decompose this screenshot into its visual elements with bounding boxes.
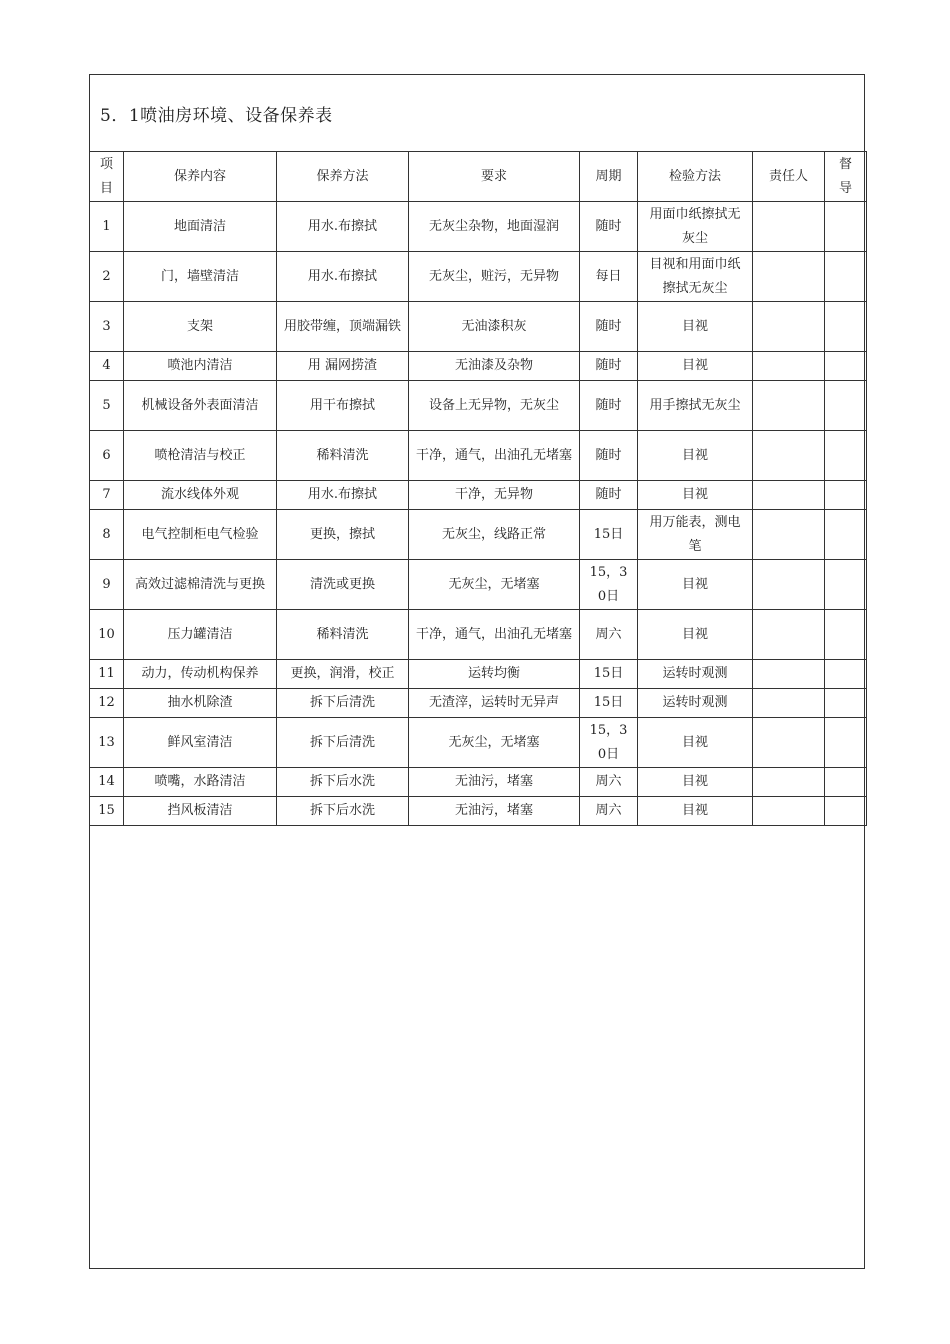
cell-no: 3 [90, 302, 124, 352]
cell-owner [753, 431, 825, 481]
cell-requirement: 无油污，堵塞 [409, 768, 580, 797]
cell-content: 喷枪清洁与校正 [124, 431, 277, 481]
header-cycle: 周期 [580, 152, 638, 202]
cell-content: 支架 [124, 302, 277, 352]
cell-content: 压力罐清洁 [124, 610, 277, 660]
header-supervisor: 督导 [825, 152, 867, 202]
cell-no: 11 [90, 660, 124, 689]
cell-requirement: 无油漆及杂物 [409, 352, 580, 381]
cell-no: 8 [90, 510, 124, 560]
table-row [90, 797, 867, 826]
cell-supervisor [825, 768, 867, 797]
cell-method: 拆下后清洗 [277, 718, 409, 768]
cell-method: 稀料清洗 [277, 431, 409, 481]
cell-requirement: 无油污，堵塞 [409, 797, 580, 826]
cell-check: 目视和用面巾纸擦拭无灰尘 [638, 252, 753, 302]
cell-no: 4 [90, 352, 124, 381]
cell-owner [753, 510, 825, 560]
header-content: 保养内容 [124, 152, 277, 202]
table-row [90, 431, 867, 481]
cell-supervisor [825, 560, 867, 610]
cell-requirement: 无灰尘杂物，地面湿润 [409, 202, 580, 252]
cell-cycle: 随时 [580, 202, 638, 252]
table-row [90, 718, 867, 768]
cell-requirement: 运转均衡 [409, 660, 580, 689]
document-frame [89, 74, 865, 1269]
cell-owner [753, 352, 825, 381]
cell-no: 7 [90, 481, 124, 510]
cell-owner [753, 481, 825, 510]
cell-check: 用手擦拭无灰尘 [638, 381, 753, 431]
cell-check: 目视 [638, 768, 753, 797]
cell-owner [753, 610, 825, 660]
cell-requirement: 干净，通气，出油孔无堵塞 [409, 610, 580, 660]
cell-method: 更换，擦拭 [277, 510, 409, 560]
cell-method: 更换，润滑，校正 [277, 660, 409, 689]
header-no: 项目 [90, 152, 124, 202]
cell-no: 5 [90, 381, 124, 431]
cell-requirement: 无油漆积灰 [409, 302, 580, 352]
cell-check: 用面巾纸擦拭无灰尘 [638, 202, 753, 252]
cell-method: 用胶带缠，顶端漏铁 [277, 302, 409, 352]
cell-cycle: 随时 [580, 352, 638, 381]
cell-supervisor [825, 381, 867, 431]
cell-content: 抽水机除渣 [124, 689, 277, 718]
cell-cycle: 15日 [580, 660, 638, 689]
cell-no: 2 [90, 252, 124, 302]
cell-cycle: 周六 [580, 768, 638, 797]
table-row [90, 510, 867, 560]
table-row [90, 660, 867, 689]
header-row [90, 152, 867, 202]
cell-cycle: 15日 [580, 689, 638, 718]
cell-cycle: 每日 [580, 252, 638, 302]
cell-supervisor [825, 797, 867, 826]
header-requirement: 要求 [409, 152, 580, 202]
table-row [90, 768, 867, 797]
cell-requirement: 设备上无异物，无灰尘 [409, 381, 580, 431]
header-owner: 责任人 [753, 152, 825, 202]
cell-requirement: 无灰尘，无堵塞 [409, 718, 580, 768]
cell-content: 门，墙壁清洁 [124, 252, 277, 302]
table-body [90, 202, 867, 826]
cell-content: 高效过滤棉清洗与更换 [124, 560, 277, 610]
cell-cycle: 周六 [580, 797, 638, 826]
table-row [90, 381, 867, 431]
cell-method: 用水.布擦拭 [277, 481, 409, 510]
cell-check: 目视 [638, 352, 753, 381]
cell-supervisor [825, 510, 867, 560]
cell-supervisor [825, 718, 867, 768]
cell-check: 目视 [638, 560, 753, 610]
cell-check: 目视 [638, 718, 753, 768]
cell-method: 拆下后水洗 [277, 797, 409, 826]
cell-no: 15 [90, 797, 124, 826]
cell-method: 清洗或更换 [277, 560, 409, 610]
cell-no: 12 [90, 689, 124, 718]
cell-method: 用干布擦拭 [277, 381, 409, 431]
cell-content: 电气控制柜电气检验 [124, 510, 277, 560]
header-check: 检验方法 [638, 152, 753, 202]
cell-content: 流水线体外观 [124, 481, 277, 510]
cell-content: 地面清洁 [124, 202, 277, 252]
table-row [90, 202, 867, 252]
cell-method: 拆下后清洗 [277, 689, 409, 718]
cell-supervisor [825, 202, 867, 252]
cell-check: 运转时观测 [638, 660, 753, 689]
cell-owner [753, 302, 825, 352]
cell-requirement: 无灰尘，无堵塞 [409, 560, 580, 610]
cell-no: 9 [90, 560, 124, 610]
cell-owner [753, 252, 825, 302]
cell-content: 喷池内清洁 [124, 352, 277, 381]
cell-cycle: 随时 [580, 302, 638, 352]
page-title: 5．1喷油房环境、设备保养表 [100, 106, 333, 126]
cell-check: 目视 [638, 431, 753, 481]
cell-supervisor [825, 352, 867, 381]
cell-method: 用水.布擦拭 [277, 252, 409, 302]
cell-requirement: 无灰尘，线路正常 [409, 510, 580, 560]
cell-owner [753, 718, 825, 768]
cell-no: 13 [90, 718, 124, 768]
cell-requirement: 干净，通气，出油孔无堵塞 [409, 431, 580, 481]
cell-content: 鲜风室清洁 [124, 718, 277, 768]
cell-check: 目视 [638, 797, 753, 826]
table-row [90, 252, 867, 302]
cell-no: 1 [90, 202, 124, 252]
cell-owner [753, 660, 825, 689]
cell-check: 运转时观测 [638, 689, 753, 718]
cell-cycle: 15，30日 [580, 560, 638, 610]
cell-no: 14 [90, 768, 124, 797]
cell-check: 用万能表，测电笔 [638, 510, 753, 560]
header-method: 保养方法 [277, 152, 409, 202]
cell-supervisor [825, 481, 867, 510]
cell-owner [753, 381, 825, 431]
cell-supervisor [825, 302, 867, 352]
cell-owner [753, 202, 825, 252]
table-row [90, 302, 867, 352]
cell-cycle: 随时 [580, 481, 638, 510]
table-row [90, 689, 867, 718]
cell-method: 拆下后水洗 [277, 768, 409, 797]
cell-method: 用水.布擦拭 [277, 202, 409, 252]
cell-no: 10 [90, 610, 124, 660]
cell-cycle: 15日 [580, 510, 638, 560]
cell-cycle: 15，30日 [580, 718, 638, 768]
table-row [90, 610, 867, 660]
cell-content: 动力，传动机构保养 [124, 660, 277, 689]
cell-supervisor [825, 431, 867, 481]
table-row [90, 352, 867, 381]
cell-requirement: 无渣滓，运转时无异声 [409, 689, 580, 718]
cell-owner [753, 797, 825, 826]
cell-supervisor [825, 689, 867, 718]
maintenance-table [89, 151, 867, 826]
cell-content: 喷嘴，水路清洁 [124, 768, 277, 797]
table-row [90, 481, 867, 510]
cell-method: 稀料清洗 [277, 610, 409, 660]
cell-owner [753, 768, 825, 797]
cell-supervisor [825, 660, 867, 689]
cell-content: 挡风板清洁 [124, 797, 277, 826]
cell-supervisor [825, 252, 867, 302]
cell-cycle: 随时 [580, 381, 638, 431]
cell-requirement: 无灰尘，赃污，无异物 [409, 252, 580, 302]
cell-no: 6 [90, 431, 124, 481]
cell-check: 目视 [638, 302, 753, 352]
cell-owner [753, 560, 825, 610]
cell-requirement: 干净，无异物 [409, 481, 580, 510]
cell-cycle: 随时 [580, 431, 638, 481]
cell-cycle: 周六 [580, 610, 638, 660]
cell-owner [753, 689, 825, 718]
cell-check: 目视 [638, 481, 753, 510]
table-row [90, 560, 867, 610]
cell-method: 用 漏网捞渣 [277, 352, 409, 381]
cell-supervisor [825, 610, 867, 660]
cell-check: 目视 [638, 610, 753, 660]
cell-content: 机械设备外表面清洁 [124, 381, 277, 431]
